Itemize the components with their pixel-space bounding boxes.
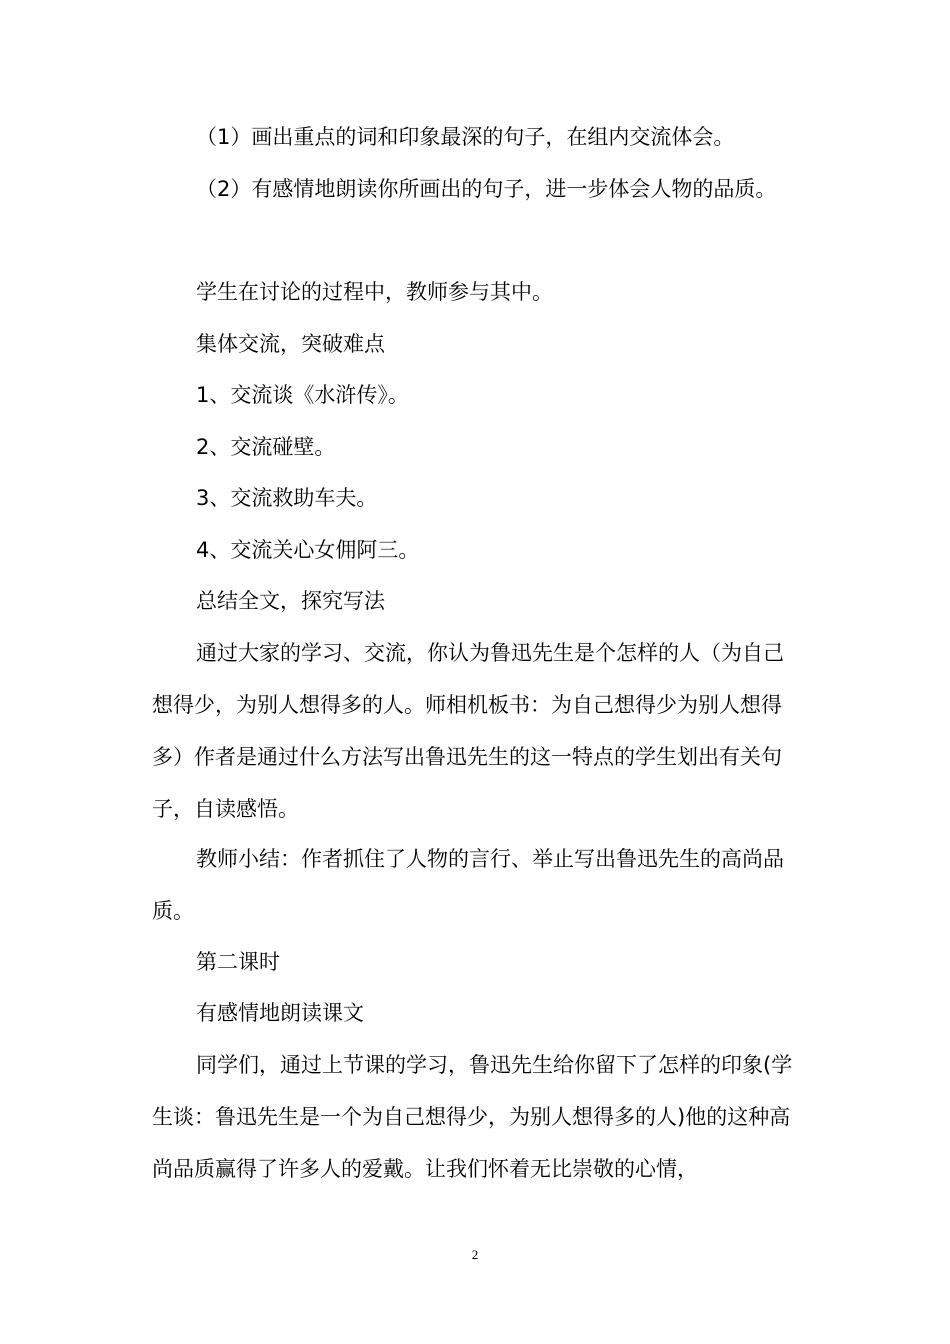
section-heading-summary: 总结全文，探究写法 (196, 589, 385, 613)
section-heading-reading: 有感情地朗读课文 (196, 1001, 364, 1025)
list-item-2: 2、交流碰壁。 (196, 435, 336, 459)
list-item-4: 4、交流关心女佣阿三。 (196, 538, 420, 562)
paragraph-1: （1）画出重点的词和印象最深的句子，在组内交流体会。 (196, 125, 735, 149)
paragraph-last: 同学们，通过上节课的学习，鲁迅先生给你留下了怎样的印象(学生谈：鲁迅先生是一个为自己想得少，为别人想得多的人)他的这种高尚品质赢得了许多人的爱戴。让我们怀着无比崇敬的心情， (152, 1053, 793, 1181)
paragraph-teacher-summary: 教师小结：作者抓住了人物的言行、举止写出鲁迅先生的高尚品质。 (152, 847, 784, 923)
page-number: 2 (471, 1247, 479, 1262)
list-item-1: 1、交流谈《水浒传》。 (196, 383, 409, 407)
section-heading-second-lesson: 第二课时 (196, 950, 280, 974)
paragraph-3: 学生在讨论的过程中，教师参与其中。 (196, 280, 553, 304)
paragraph-2: （2）有感情地朗读你所画出的句子，进一步体会人物的品质。 (196, 177, 777, 201)
list-item-3: 3、交流救助车夫。 (196, 486, 378, 510)
paragraph-summary: 通过大家的学习、交流，你认为鲁迅先生是个怎样的人（为自己想得少，为别人想得多的人。师相机板书：为自己想得少为别人想得多）作者是通过什么方法写出鲁迅先生的这一特点的学生划出有关句子，自读感悟。 (152, 641, 784, 821)
section-heading-discussion: 集体交流，突破难点 (196, 332, 385, 356)
